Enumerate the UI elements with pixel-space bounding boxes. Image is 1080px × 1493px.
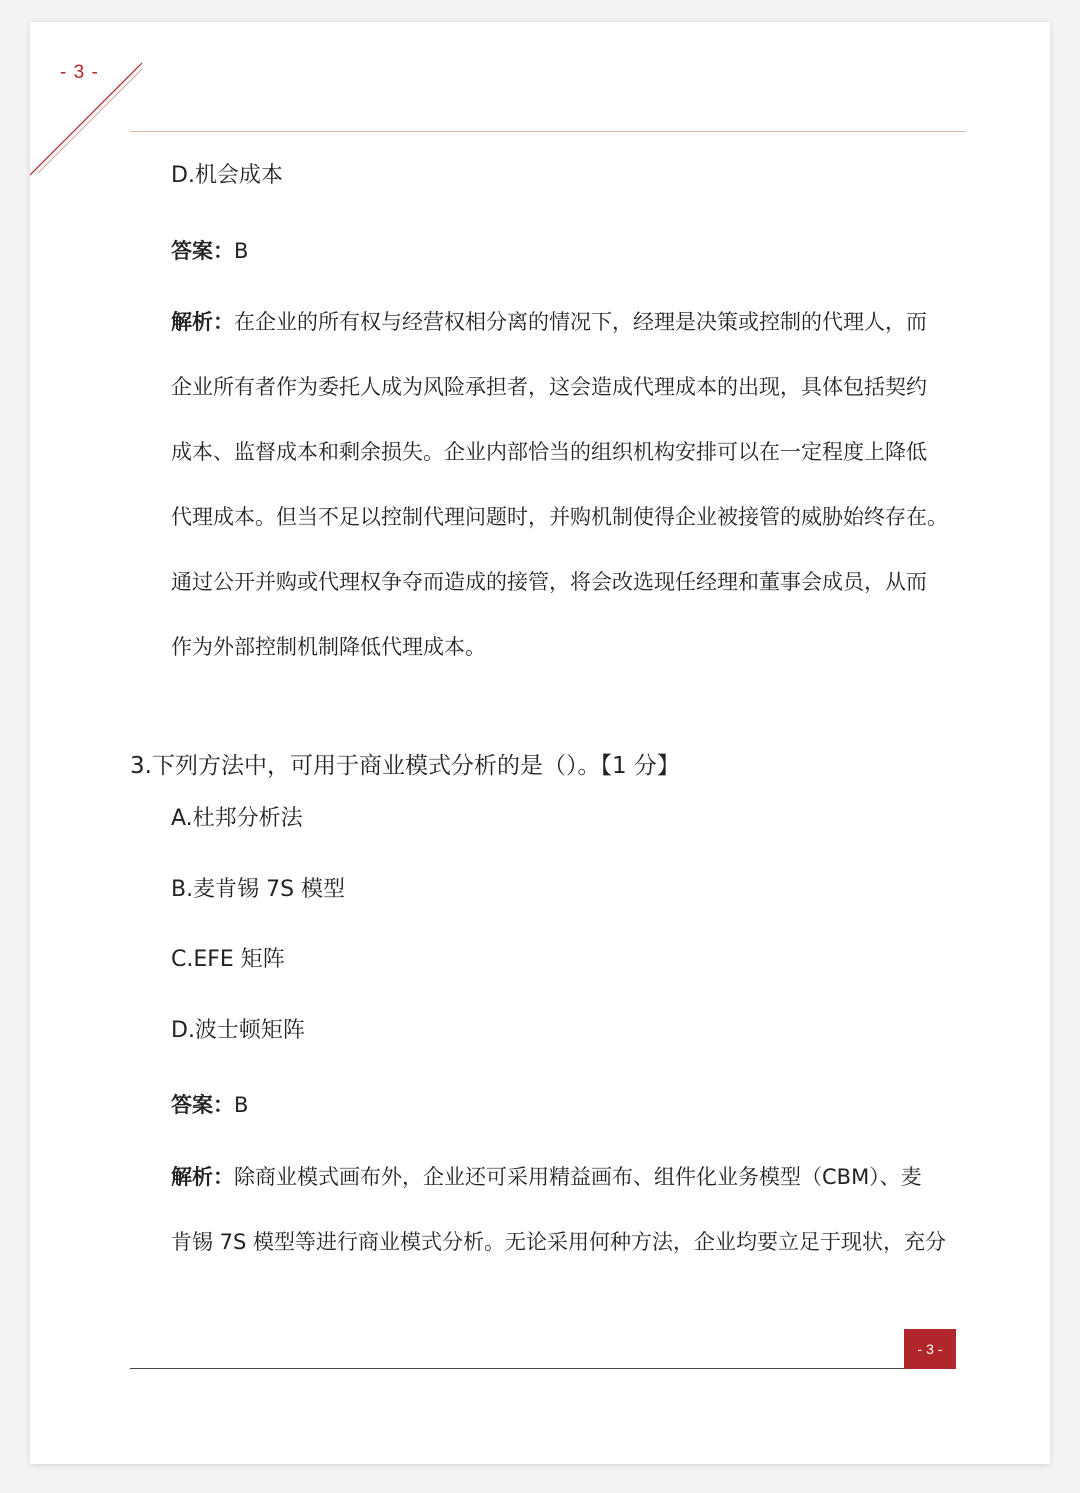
- footer-rule: [130, 1368, 956, 1369]
- document-page: [30, 22, 1050, 1464]
- q2-analysis-text-1: 在企业的所有权与经营权相分离的情况下，经理是决策或控制的代理人，而: [234, 310, 927, 334]
- q2-analysis-label: 解析：: [171, 310, 234, 334]
- q3-title: 3.下列方法中，可用于商业模式分析的是（）。【1 分】: [130, 753, 680, 779]
- q2-analysis-line-4: 代理成本。但当不足以控制代理问题时，并购机制使得企业被接管的威胁始终存在。: [171, 505, 948, 529]
- q2-option-d: D.机会成本: [171, 163, 283, 188]
- q3-answer-label: 答案：: [171, 1093, 234, 1117]
- q2-answer: [171, 241, 248, 262]
- q2-answer-label: 答案：: [171, 239, 234, 263]
- q2-analysis-line-3: 成本、监督成本和剩余损失。企业内部恰当的组织机构安排可以在一定程度上降低: [171, 440, 927, 464]
- q3-analysis-line-2: 肯锡 7S 模型等进行商业模式分析。无论采用何种方法，企业均要立足于现状，充分: [171, 1230, 947, 1254]
- q3-analysis-line-1: [171, 1167, 922, 1188]
- q3-answer-value: B: [234, 1093, 249, 1117]
- q3-option-a: A.杜邦分析法: [171, 806, 303, 831]
- q2-analysis-line-1: [171, 312, 927, 333]
- q2-analysis-line-6: 作为外部控制机制降低代理成本。: [171, 635, 486, 659]
- q3-option-b: B.麦肯锡 7S 模型: [171, 877, 346, 902]
- q3-answer: [171, 1095, 248, 1116]
- q3-option-c: C.EFE 矩阵: [171, 947, 285, 972]
- corner-decoration: [30, 60, 150, 180]
- footer-page-badge: [904, 1329, 956, 1369]
- q3-analysis-label: 解析：: [171, 1165, 234, 1189]
- q2-analysis-line-2: 企业所有者作为委托人成为风险承担者，这会造成代理成本的出现，具体包括契约: [171, 375, 927, 399]
- header-rule: [130, 131, 966, 132]
- q2-answer-value: B: [234, 239, 249, 263]
- q3-analysis-text-1: 除商业模式画布外，企业还可采用精益画布、组件化业务模型（CBM）、麦: [234, 1165, 922, 1189]
- q3-option-d: D.波士顿矩阵: [171, 1018, 305, 1043]
- footer-page-number: - 3 -: [917, 1341, 943, 1357]
- header-page-number: - 3 -: [60, 62, 99, 83]
- q2-analysis-line-5: 通过公开并购或代理权争夺而造成的接管，将会改选现任经理和董事会成员，从而: [171, 570, 927, 594]
